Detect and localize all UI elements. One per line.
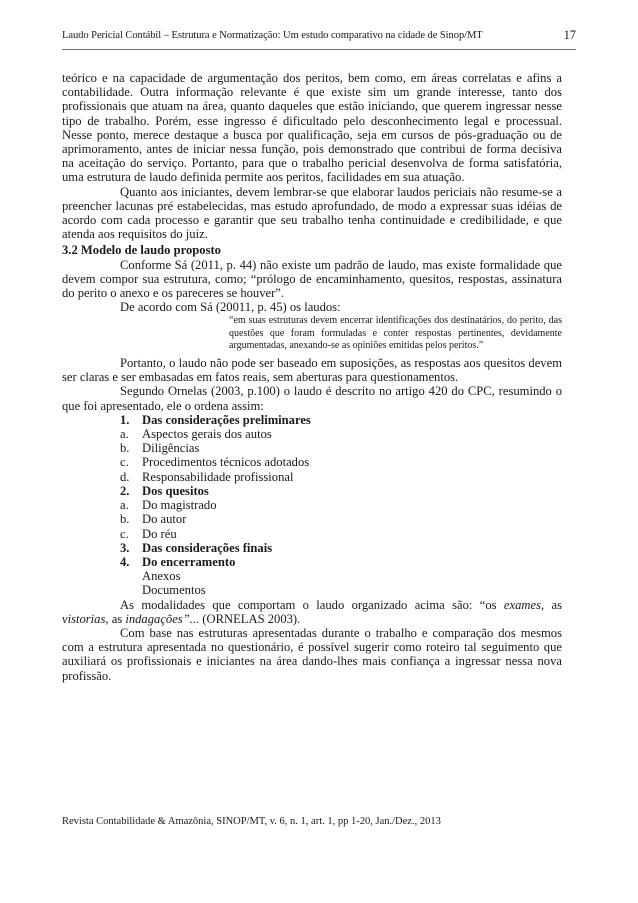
block-quote: “em suas estruturas devem encerrar identificações dos destinatários, do perito, das questões que foram formuladas e conter respostas pertinentes, devidamente argumentadas, anexando-se as opiniões emitidas pelos peritos.” bbox=[229, 315, 562, 351]
list-item: 3. Das considerações finais bbox=[120, 540, 273, 555]
paragraph: As modalidades que comportam o laudo organizado acima são: “os exames, as vistorias, as indagações”... (ORNELAS 2003). bbox=[62, 597, 562, 626]
list-subitem: Documentos bbox=[142, 583, 206, 598]
list-item: b. Diligências bbox=[120, 441, 200, 456]
list-item: 2. Dos quesitos bbox=[120, 483, 209, 498]
paragraph: De acordo com Sá (20011, p. 45) os laudos: bbox=[120, 300, 341, 315]
list-item: b. Do autor bbox=[120, 512, 187, 527]
header-rule bbox=[62, 49, 576, 50]
list-subitem: Anexos bbox=[142, 569, 181, 584]
page-number: 17 bbox=[563, 28, 576, 42]
paragraph: Portanto, o laudo não pode ser baseado em suposições, as respostas aos quesitos devem ser claras e ser embasadas em fatos reais, sem aberturas para questionamentos. bbox=[62, 356, 562, 385]
paragraph: Com base nas estruturas apresentadas durante o trabalho e comparação dos mesmos com a estrutura apresentada no questionário, é possível sugerir como roteiro tal seguimento que auxiliará os profissionais e iniciantes na área dando-lhes mais confiança a ingressar nessa nova profissão. bbox=[62, 625, 562, 683]
journal-footer: Revista Contabilidade & Amazônia, SINOP/MT, v. 6, n. 1, art. 1, pp 1-20, Jan./Dez., 2013 bbox=[62, 816, 441, 827]
paragraph: teórico e na capacidade de argumentação dos peritos, bem como, em áreas correlatas e afins a contabilidade. Outra informação relevante é que existe sim um grande interesse, tanto dos profissionais que atuam na área, quanto daqueles que estão iniciando, que querem ingressar nesse tipo de trabalho. Porém, esse ingresso é dificultado pelo desconhecimento legal e processual. Nesse ponto, merece destaque a busca por qualificação, seja em cursos de pós-graduação ou de aprimoramento, antes de iniciar nessa função, pois demonstrado que contribui de forma decisiva na aceitação do serviço. Portanto, para que o trabalho pericial desenvolva de forma satisfatória, uma estrutura de laudo definida permite aos peritos, facilidades em sua atuação. bbox=[62, 71, 562, 185]
structure-list bbox=[62, 413, 562, 598]
paragraph: Quanto aos iniciantes, devem lembrar-se que elaborar laudos periciais não resume-se a preencher lacunas pré estabelecidas, mas estudo aprofundado, de modo a expressar suas idéias de acordo com cada processo e garantir que seu trabalho tenha continuidade e credibilidade, e que atenda aos requisitos do juiz. bbox=[62, 184, 562, 242]
list-item: a. Aspectos gerais dos autos bbox=[120, 427, 272, 442]
section-heading: 3.2 Modelo de laudo proposto bbox=[62, 243, 221, 258]
list-item: 1. Das considerações preliminares bbox=[120, 412, 311, 427]
list-item: a. Do magistrado bbox=[120, 498, 217, 513]
running-header-title: Laudo Pericial Contábil – Estrutura e Normatização: Um estudo comparativo na cidade de Sinop/MT bbox=[62, 30, 483, 41]
article-body bbox=[62, 71, 562, 683]
list-item: 4. Do encerramento bbox=[120, 554, 236, 569]
list-item: c. Procedimentos técnicos adotados bbox=[120, 455, 310, 470]
list-item: c. Do réu bbox=[120, 526, 177, 541]
list-item: d. Responsabilidade profissional bbox=[120, 469, 294, 484]
paragraph: Conforme Sá (2011, p. 44) não existe um padrão de laudo, mas existe formalidade que devem compor sua estrutura, como; “prólogo de encaminhamento, quesitos, respostas, assinatura do perito o anexo e os pareceres se houver”. bbox=[62, 257, 562, 301]
paragraph: Segundo Ornelas (2003, p.100) o laudo é descrito no artigo 420 do CPC, resumindo o que foi apresentado, ele o ordena assim: bbox=[62, 384, 562, 413]
running-header bbox=[62, 28, 576, 48]
